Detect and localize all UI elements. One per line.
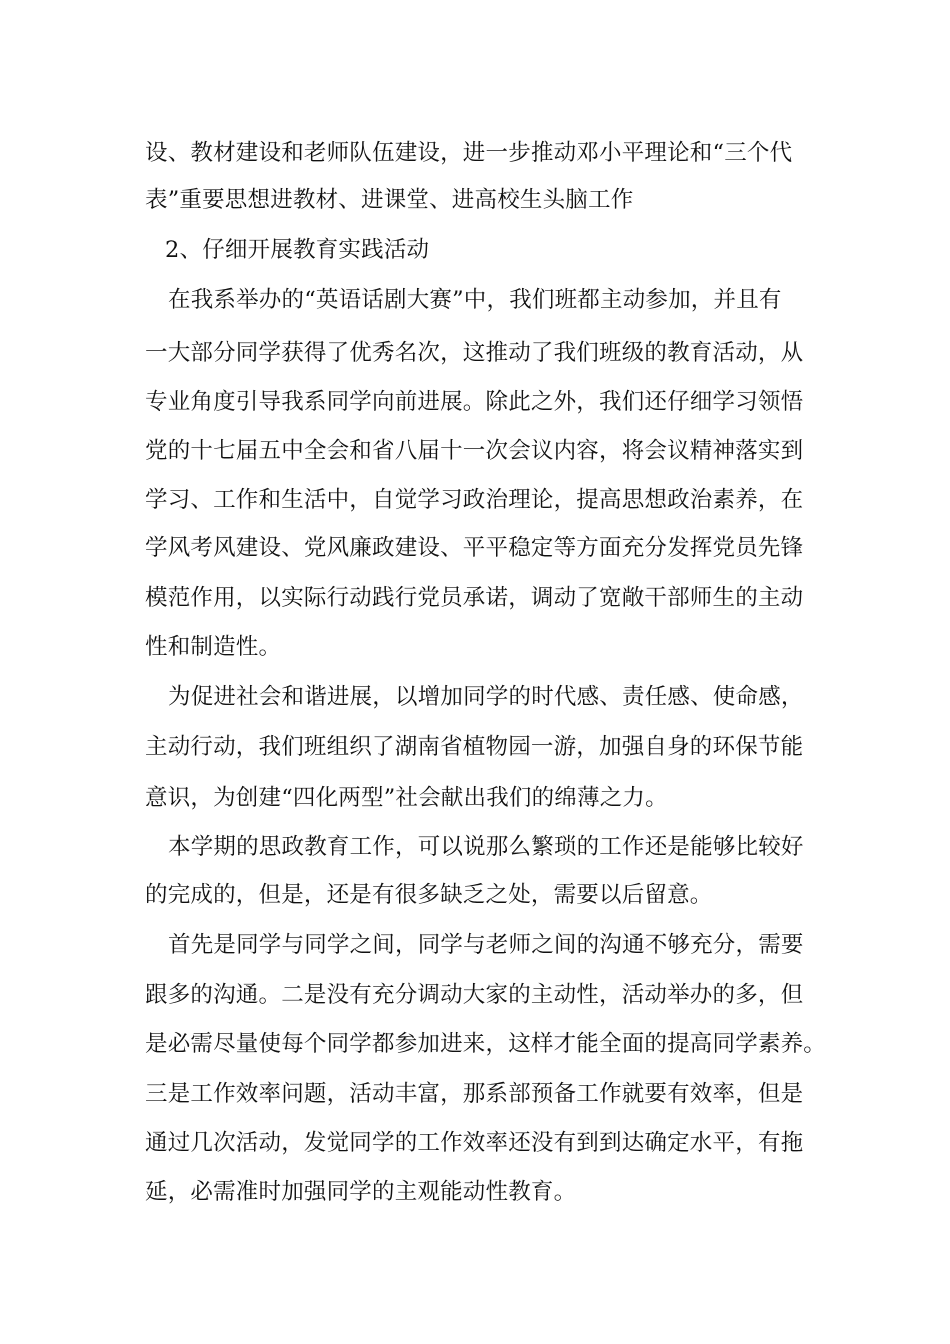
paragraph-first-line: 本学期的思政教育工作，可以说那么繁琐的工作还是能够比较好 xyxy=(168,834,804,860)
text-line: 三是工作效率问题，活动丰富，那系部预备工作就要有效率，但是 xyxy=(145,1081,804,1107)
text-line: 一大部分同学获得了优秀名次，这推动了我们班级的教育活动，从 xyxy=(145,340,804,366)
text-line: 学风考风建设、党风廉政建设、平平稳定等方面充分发挥党员先锋 xyxy=(145,535,804,561)
text-line: 党的十七届五中全会和省八届十一次会议内容，将会议精神落实到 xyxy=(145,438,804,464)
text-line: 是必需尽量使每个同学都参加进来，这样才能全面的提高同学素养。 xyxy=(145,1031,827,1057)
text-line: 意识，为创建“四化两型”社会献出我们的绵薄之力。 xyxy=(145,785,668,811)
text-line: 表”重要思想进教材、进课堂、进高校生头脑工作 xyxy=(145,187,634,213)
text-line: 设、教材建设和老师队伍建设，进一步推动邓小平理论和“三个代 xyxy=(145,140,793,166)
paragraph-first-line: 在我系举办的“英语话剧大赛”中，我们班都主动参加，并且有 xyxy=(168,287,782,313)
text-line: 通过几次活动，发觉同学的工作效率还没有到到达确定水平，有拖 xyxy=(145,1130,804,1156)
text-line: 延，必需准时加强同学的主观能动性教育。 xyxy=(145,1179,577,1205)
section-heading: 2、仔细开展教育实践活动 xyxy=(165,237,430,263)
text-line: 主动行动，我们班组织了湖南省植物园一游，加强自身的环保节能 xyxy=(145,734,804,760)
paragraph-first-line: 首先是同学与同学之间，同学与老师之间的沟通不够充分，需要 xyxy=(168,932,804,958)
text-line: 学习、工作和生活中，自觉学习政治理论，提高思想政治素养，在 xyxy=(145,487,804,513)
text-line: 专业角度引导我系同学向前进展。除此之外，我们还仔细学习领悟 xyxy=(145,389,804,415)
text-line: 跟多的沟通。二是没有充分调动大家的主动性，活动举办的多，但 xyxy=(145,982,804,1008)
paragraph-first-line: 为促进社会和谐进展，以增加同学的时代感、责任感、使命感， xyxy=(168,684,804,710)
text-line: 性和制造性。 xyxy=(145,634,282,660)
text-line: 的完成的，但是，还是有很多缺乏之处，需要以后留意。 xyxy=(145,882,713,908)
text-line: 模范作用，以实际行动践行党员承诺，调动了宽敞干部师生的主动 xyxy=(145,585,804,611)
